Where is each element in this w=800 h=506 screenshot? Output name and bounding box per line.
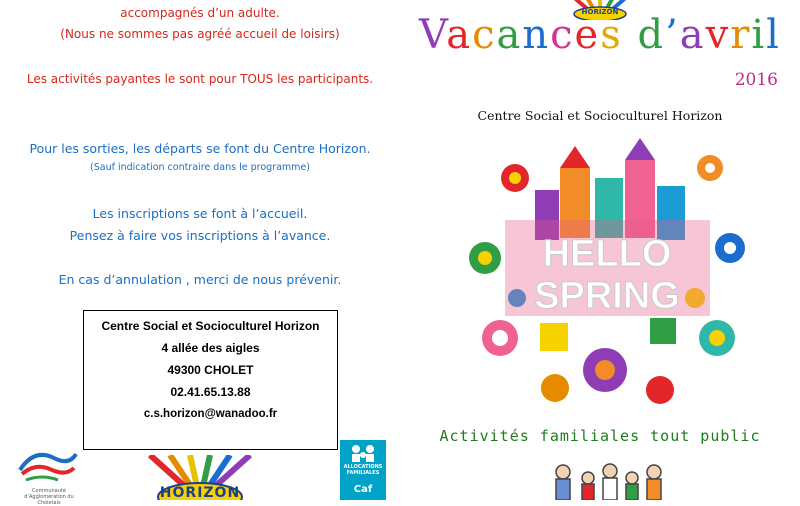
caf-line3: Caf (353, 484, 373, 495)
title-year: 2016 (734, 70, 778, 90)
title-letter (623, 12, 638, 58)
text-cancellation: En cas d’annulation , merci de nous prévenir. (58, 272, 342, 287)
horizon-logo-bottom (140, 455, 260, 500)
text-paid-activities: Les activités payantes le sont pour TOUS les participants. (26, 72, 374, 86)
text-not-approved: (Nous ne sommes pas agréé accueil de loisirs) (60, 27, 340, 41)
contact-street: 4 allée des aigles (161, 341, 260, 355)
title-letter: r (730, 12, 752, 58)
title-letter: e (574, 12, 601, 58)
text-exception: (Sauf indication contraire dans le programme) (90, 162, 310, 173)
title-letter: d (637, 12, 666, 58)
title-letter: a (496, 12, 523, 58)
subtitle: Centre Social et Socioculturel Horizon (477, 108, 723, 123)
horizon-logo-text: HORIZON (159, 485, 241, 501)
agglo-caption: Communauté d’Agglomération du Choletais (24, 488, 74, 506)
caf-line1: ALLOCATIONS (343, 464, 383, 470)
title-letter: c (472, 12, 497, 58)
contact-name: Centre Social et Socioculturel Horizon (101, 319, 320, 333)
tagline: Activités familiales tout public (439, 427, 761, 445)
hello-spring-illustration (455, 138, 755, 416)
family-icon (548, 462, 668, 500)
title-letter: n (522, 12, 551, 58)
caf-line2: FAMILIALES (346, 470, 380, 476)
right-panel (400, 0, 800, 500)
text-accompanied: accompagnés d’un adulte. (120, 6, 280, 20)
title-letter: s (600, 12, 623, 58)
family-illustration (548, 462, 668, 500)
title-letter: l (766, 12, 781, 58)
agglo-logo (14, 440, 84, 506)
caf-logo (340, 440, 386, 500)
text-register-ahead: Pensez à faire vos inscriptions à l’avance. (69, 228, 331, 243)
caf-family-icon (347, 443, 379, 463)
text-departures: Pour les sorties, les départs se font du Centre Horizon. (29, 141, 371, 156)
contact-phone: 02.41.65.13.88 (170, 385, 251, 399)
page-title (400, 12, 800, 58)
text-registration: Les inscriptions se font à l’accueil. (92, 206, 308, 221)
art-word-hello: HELLO (542, 233, 672, 275)
title-letter: i (751, 12, 767, 58)
title-letter: ’ (665, 12, 680, 58)
contact-box (83, 310, 338, 450)
title-letter: c (550, 12, 575, 58)
title-letter: a (679, 12, 706, 58)
art-word-spring: SPRING (534, 275, 680, 317)
contact-email: c.s.horizon@wanadoo.fr (143, 408, 278, 420)
horizon-mini-text: HORIZON (581, 8, 619, 16)
title-letter: v (705, 12, 731, 58)
contact-city: 49300 CHOLET (167, 363, 254, 377)
title-letter: a (446, 12, 473, 58)
spring-art-icon (455, 138, 755, 416)
title-letter: V (419, 12, 447, 58)
